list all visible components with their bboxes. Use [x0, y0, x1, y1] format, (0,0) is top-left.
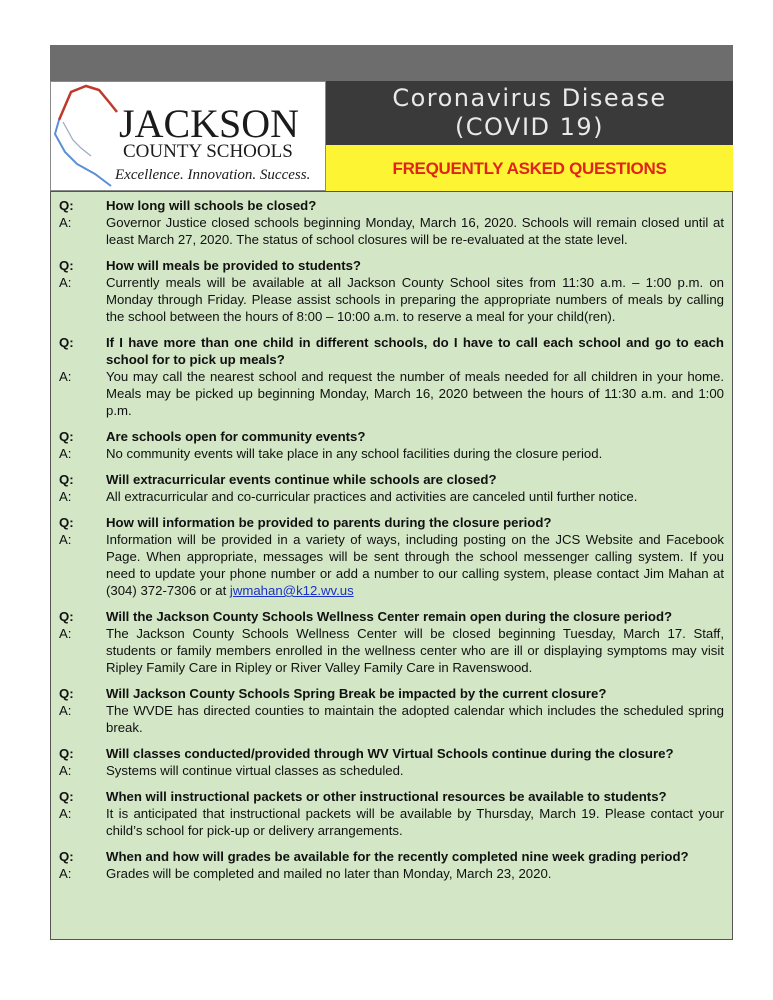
answer-label: A:: [59, 446, 72, 461]
answer-text-body: Information will be provided in a variety of ways, including posting on the JCS Website and Facebook Page. When appropriate, messages will be sent through the school messenger calling system. If you need to update your phone number or add a number to our calling system, please contact Jim Mahan at (304) 372-7306 or at: [106, 532, 724, 598]
answer-label: A:: [59, 275, 72, 290]
answer-text: The WVDE has directed counties to maintain the adopted calendar which includes the scheduled spring break.: [106, 703, 724, 735]
page-title-line1: Coronavirus Disease: [392, 84, 667, 112]
school-logo: [50, 81, 326, 191]
answer-text: No community events will take place in any school facilities during the closure period.: [106, 446, 603, 461]
question-label: Q:: [59, 849, 74, 864]
faq-item: [59, 471, 724, 505]
answer-label: A:: [59, 866, 72, 881]
faq-panel: [50, 191, 733, 940]
answer-label: A:: [59, 626, 72, 641]
question-text: If I have more than one child in different schools, do I have to call each school and go to each school for to pick up meals?: [106, 335, 724, 367]
logo-tagline: Excellence. Innovation. Success.: [115, 167, 311, 183]
question-label: Q:: [59, 429, 74, 444]
question-label: Q:: [59, 746, 74, 761]
answer-text: Grades will be completed and mailed no later than Monday, March 23, 2020.: [106, 866, 552, 881]
logo-subtitle: COUNTY SCHOOLS: [123, 141, 293, 162]
question-label: Q:: [59, 335, 74, 350]
answer-text: Governor Justice closed schools beginning Monday, March 16, 2020. Schools will remain closed until at least March 27, 2020. The status of school closures will be re-evaluated at the state level.: [106, 215, 724, 247]
question-label: Q:: [59, 258, 74, 273]
question-text: How will meals be provided to students?: [106, 258, 361, 273]
question-text: Are schools open for community events?: [106, 429, 366, 444]
answer-label: A:: [59, 215, 72, 230]
top-bar: [50, 45, 733, 81]
answer-label: A:: [59, 806, 72, 821]
page-title: [326, 81, 733, 145]
answer-text: The Jackson County Schools Wellness Center will be closed beginning Tuesday, March 17. Staff, students or family members enrolled in the wellness center who are ill or displaying symptoms may visit Ripley Family Care in Ripley or River Valley Family Care in Ravenswood.: [106, 626, 724, 675]
logo-wordmark: JACKSON: [119, 101, 300, 146]
question-text: Will Jackson County Schools Spring Break be impacted by the current closure?: [106, 686, 607, 701]
question-text: Will the Jackson County Schools Wellness Center remain open during the closure period?: [106, 609, 673, 624]
answer-label: A:: [59, 489, 72, 504]
faq-item: [59, 428, 724, 462]
question-text: How long will schools be closed?: [106, 198, 317, 213]
answer-label: A:: [59, 532, 72, 547]
faq-item: [59, 685, 724, 736]
page-title-line2: (COVID 19): [454, 113, 605, 141]
answer-text: All extracurricular and co-curricular practices and activities are canceled until further notice.: [106, 489, 638, 504]
faq-item: [59, 257, 724, 325]
answer-text: It is anticipated that instructional packets will be available by Thursday, March 19. Please contact your child’s school for pick-up or delivery arrangements.: [106, 806, 724, 838]
faq-item: [59, 745, 724, 779]
question-text: Will extracurricular events continue while schools are closed?: [106, 472, 497, 487]
answer-text: Currently meals will be available at all Jackson County School sites from 11:30 a.m. – 1:00 p.m. on Monday through Friday. Please assist schools in preparing the appropriate numbers of meals by calling the school between the hours of 8:00 – 10:00 a.m. to reserve a meal for your child(ren).: [106, 275, 724, 324]
faq-item: [59, 334, 724, 419]
answer-text: [106, 531, 724, 599]
question-text: When will instructional packets or other instructional resources be available to students?: [106, 789, 667, 804]
answer-label: A:: [59, 703, 72, 718]
faq-item: [59, 608, 724, 676]
answer-text: Systems will continue virtual classes as scheduled.: [106, 763, 404, 778]
answer-label: A:: [59, 369, 72, 384]
question-label: Q:: [59, 686, 74, 701]
faq-banner: FREQUENTLY ASKED QUESTIONS: [326, 145, 733, 191]
question-label: Q:: [59, 609, 74, 624]
question-text: When and how will grades be available for the recently completed nine week grading period?: [106, 849, 689, 864]
answer-label: A:: [59, 763, 72, 778]
email-link[interactable]: jwmahan@k12.wv.us: [229, 583, 354, 598]
question-label: Q:: [59, 789, 74, 804]
answer-text: You may call the nearest school and request the number of meals needed for all children in your home. Meals may be picked up beginning Monday, March 16, 2020 between the hours of 11:30 a.m. and 1:00 p.m.: [106, 369, 724, 418]
faq-item: [59, 848, 724, 882]
faq-item: [59, 197, 724, 248]
question-text: How will information be provided to parents during the closure period?: [106, 515, 552, 530]
question-label: Q:: [59, 472, 74, 487]
faq-item: [59, 788, 724, 839]
question-label: Q:: [59, 198, 74, 213]
question-text: Will classes conducted/provided through WV Virtual Schools continue during the closure?: [106, 746, 674, 761]
faq-item: [59, 514, 724, 599]
question-label: Q:: [59, 515, 74, 530]
